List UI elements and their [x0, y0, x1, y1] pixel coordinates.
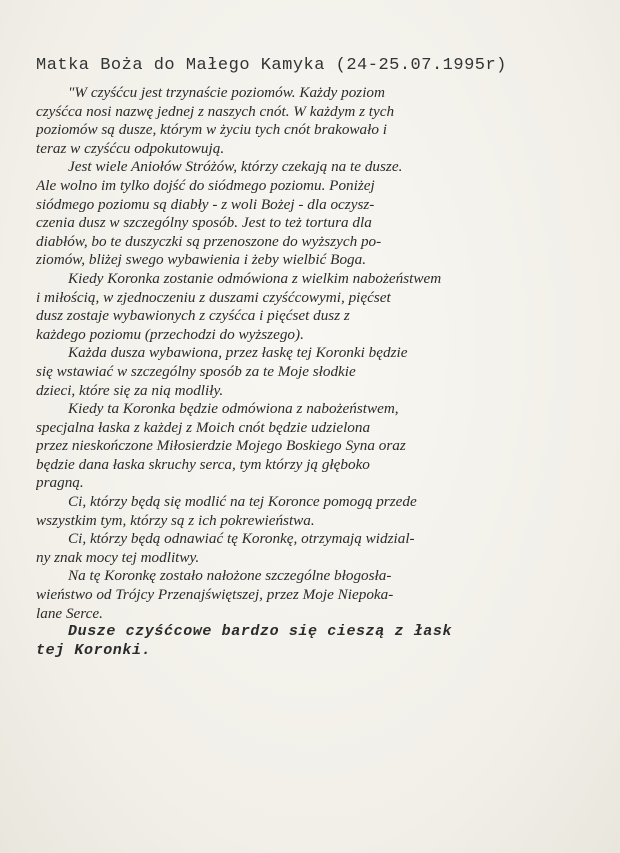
text-line: czenia dusz w szczególny sposób. Jest to też tortura dla — [36, 214, 372, 232]
paragraph-4 — [36, 344, 604, 400]
document-body — [36, 84, 604, 660]
text-line: pragną. — [36, 474, 84, 492]
text-line: wszystkim tym, którzy są z ich pokrewieństwa. — [36, 511, 315, 529]
text-line: czyśćca nosi nazwę jednej z naszych cnót. W każdym z tych — [36, 102, 395, 120]
paragraph-5 — [36, 400, 604, 493]
text-line: dusz zostaje wybawionych z czyśćca i pięćset dusz z — [36, 307, 350, 325]
paragraph-6 — [36, 493, 604, 530]
text-line: siódmego poziomu są diabły - z woli Bożej - dla oczysz- — [36, 195, 375, 213]
paragraph-8 — [36, 567, 604, 623]
text-line: wieństwo od Trójcy Przenajświętszej, przez Moje Niepoka- — [36, 586, 394, 604]
text-line: specjalna łaska z każdej z Moich cnót będzie udzielona — [36, 418, 371, 436]
text-line: lane Serce. — [36, 604, 103, 622]
text-line: ny znak mocy tej modlitwy. — [36, 548, 200, 566]
text-line: Kiedy Koronka zostanie odmówiona z wielkim nabożeństwem — [68, 269, 442, 287]
paragraph-9 — [36, 623, 604, 660]
paragraph-1 — [36, 84, 604, 158]
text-line: diabłów, bo te duszyczki są przenoszone do wyższych po- — [36, 232, 382, 250]
text-line: teraz w czyśćcu odpokutowują. — [36, 139, 225, 157]
text-line: Każda dusza wybawiona, przez łaskę tej Koronki będzie — [68, 344, 408, 362]
text-line: ziomów, bliżej swego wybawienia i żeby wielbić Boga. — [36, 251, 367, 269]
text-line: tej Koronki. — [36, 641, 152, 659]
text-line: się wstawiać w szczególny sposób za te Moje słodkie — [36, 362, 356, 380]
text-line: będzie dana łaska skruchy serca, tym którzy ją głęboko — [36, 455, 370, 473]
document-title: Matka Boża do Małego Kamyka (24-25.07.1995r) — [36, 56, 507, 75]
paragraph-2 — [36, 158, 604, 270]
text-line: dzieci, które się za nią modliły. — [36, 381, 224, 399]
text-line: Ci, którzy będą się modlić na tej Koronce pomogą przede — [68, 493, 417, 511]
text-line: Ale wolno im tylko dojść do siódmego poziomu. Poniżej — [36, 176, 375, 194]
text-line: i miłością, w zjednoczeniu z duszami czyśćcowymi, pięćset — [36, 288, 391, 306]
text-line: przez nieskończone Miłosierdzie Mojego Boskiego Syna oraz — [36, 437, 406, 455]
text-line: Dusze czyśćcowe bardzo się cieszą z łask — [68, 623, 453, 641]
text-line: Na tę Koronkę zostało nałożone szczególne błogosła- — [68, 567, 392, 585]
paragraph-3 — [36, 270, 604, 344]
text-line: "W czyśćcu jest trzynaście poziomów. Każdy poziom — [68, 84, 385, 101]
text-line: Kiedy ta Koronka będzie odmówiona z nabożeństwem, — [68, 400, 399, 418]
text-line: poziomów są dusze, którym w życiu tych cnót brakowało i — [36, 121, 387, 139]
paragraph-7 — [36, 530, 604, 567]
text-line: Ci, którzy będą odnawiać tę Koronkę, otrzymają widzial- — [68, 530, 415, 548]
text-line: każdego poziomu (przechodzi do wyższego). — [36, 325, 304, 343]
text-line: Jest wiele Aniołów Stróżów, którzy czekają na te dusze. — [68, 158, 403, 176]
